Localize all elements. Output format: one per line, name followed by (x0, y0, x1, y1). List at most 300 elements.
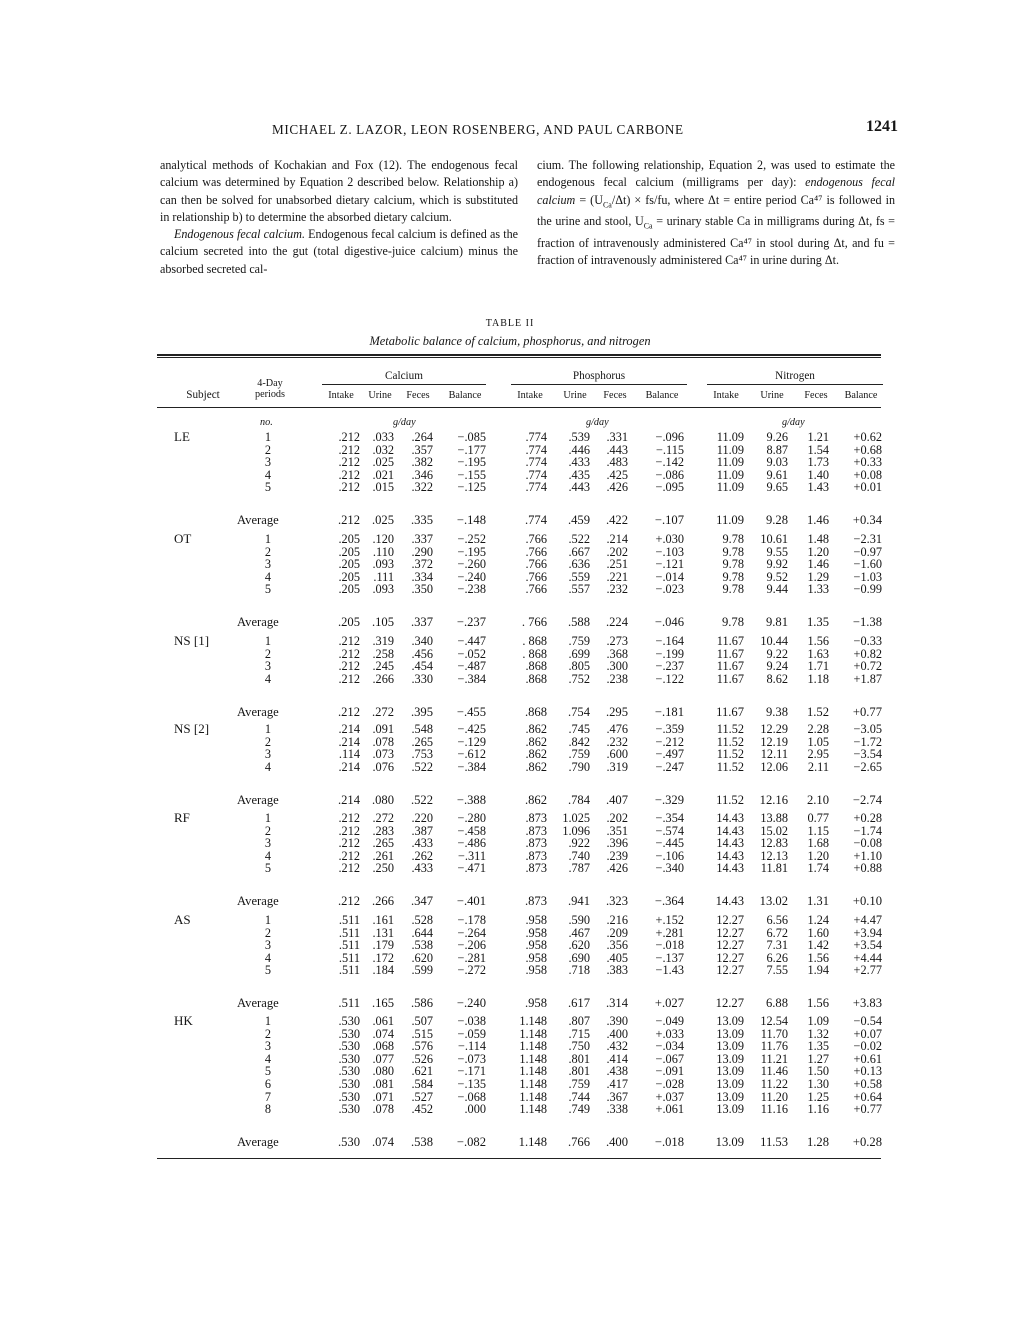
table-cell: .338 (606, 1102, 628, 1117)
table-cell: −.106 (655, 848, 684, 863)
table-cell: .340 (411, 634, 433, 648)
table-cell: .749 (568, 1102, 590, 1117)
equation-rhs: = (U (575, 192, 603, 207)
paragraph-methods: analytical methods of Kochakian and Fox (12). The endogenous fecal calcium was determined by Equation 2 described below. Relationship a) can then be solved for unabsorbed dietary calcium, which is substituted in relationship b) to determine the absorbed dietary calcium. (160, 158, 518, 224)
table-cell: 1.148 (519, 1026, 547, 1041)
table-cell: .205 (338, 557, 360, 572)
unit-calcium: g/day (393, 417, 416, 428)
table-cell: .745 (568, 722, 590, 736)
table-cell: 11.52 (716, 759, 744, 774)
table-cell: .443 (568, 480, 590, 495)
subject-label: AS (174, 912, 191, 927)
table-cell: 11.09 (716, 455, 744, 470)
table-cell: .740 (568, 848, 590, 863)
table-cell: 1.30 (807, 1077, 829, 1091)
table-cell: .862 (525, 759, 547, 774)
table-cell: 14.43 (716, 811, 744, 825)
table-cell: +4.44 (853, 950, 882, 965)
paragraph-endogenous (160, 226, 518, 278)
average-cell: .295 (605, 705, 628, 719)
table-cell: 1.148 (519, 1014, 547, 1028)
table-cell: −.354 (655, 811, 684, 825)
column-subheader: Balance (448, 390, 482, 401)
table-cell: .239 (606, 848, 628, 863)
average-cell: −.082 (456, 1135, 486, 1149)
table-cell: .205 (338, 569, 360, 584)
table-cell: −.260 (457, 557, 486, 572)
table-cell: .111 (373, 569, 394, 584)
table-cell: 12.27 (716, 913, 744, 927)
nitrogen-group-rule (707, 384, 883, 385)
table-cell: −.384 (457, 671, 486, 686)
average-cell: 1.56 (806, 996, 829, 1010)
average-cell: .212 (337, 705, 360, 719)
column-subheader: Balance (645, 390, 679, 401)
table-cell: .212 (338, 646, 360, 661)
table-cell: −.018 (655, 938, 684, 953)
table-cell: .599 (411, 963, 433, 978)
column-subheader: Intake (713, 390, 739, 401)
average-cell: .400 (605, 1135, 628, 1149)
unit-periods: no. (260, 417, 273, 428)
table-cell: 11.22 (760, 1077, 788, 1091)
table-cell: −.281 (457, 950, 486, 965)
table-cell: .507 (411, 1014, 433, 1028)
table-cell: 11.70 (760, 1026, 788, 1041)
table-cell: +1.10 (853, 848, 882, 863)
average-cell: .941 (567, 894, 590, 908)
subject-label: LE (174, 429, 190, 444)
table-cell: 1.25 (807, 1089, 829, 1104)
average-label: Average (237, 615, 279, 629)
table-top-rule-inner (157, 357, 881, 358)
table-cell: −.103 (655, 544, 684, 559)
table-cell: .330 (411, 671, 433, 686)
table-cell: .074 (372, 1026, 394, 1041)
table-cell: .511 (338, 963, 360, 978)
table-cell: .873 (525, 861, 547, 876)
header-periods-line1: 4-Day (257, 378, 283, 389)
page-number: 1241 (866, 118, 898, 135)
average-cell: .224 (605, 615, 628, 629)
table-cell: .750 (568, 1039, 590, 1054)
table-cell: .212 (338, 861, 360, 876)
table-cell: .272 (372, 811, 394, 825)
table-cell: .390 (606, 1014, 628, 1028)
average-cell: .272 (371, 705, 394, 719)
average-cell: +0.28 (852, 1135, 882, 1149)
table-cell: −.359 (655, 722, 684, 736)
table-cell: +0.07 (853, 1026, 882, 1041)
table-cell: .212 (338, 455, 360, 470)
average-cell: .784 (567, 793, 590, 807)
column-subheader: Urine (563, 390, 587, 401)
table-cell: −.049 (655, 1014, 684, 1028)
average-cell: 14.43 (715, 894, 744, 908)
table-cell: 12.19 (760, 734, 788, 749)
average-cell: .314 (605, 996, 628, 1010)
table-cell: 10.44 (760, 634, 788, 648)
table-cell: .527 (411, 1089, 433, 1104)
table-cell: 11.67 (716, 634, 744, 648)
table-cell: 14.43 (716, 861, 744, 876)
subject-label: NS [1] (174, 633, 210, 648)
table-cell: −1.74 (853, 823, 882, 838)
table-cell: −.311 (458, 848, 486, 863)
table-cell: −.497 (655, 747, 684, 762)
table-cell: .636 (568, 557, 590, 572)
table-cell: −.125 (457, 480, 486, 495)
table-cell: −.073 (457, 1051, 486, 1066)
table-cell: 1.16 (807, 1102, 829, 1117)
average-cell: .588 (567, 615, 590, 629)
table-cell: .621 (411, 1064, 433, 1079)
average-cell: .266 (371, 894, 394, 908)
table-cell: .433 (568, 455, 590, 470)
table-cell: −.195 (457, 455, 486, 470)
table-cell: 1.74 (807, 861, 829, 876)
table-cell: −.272 (457, 963, 486, 978)
paragraph-text: = urinary stable Ca in milligrams during Δt, fs = fraction of intravenously administered Ca⁴⁷ in stool during Δt, and fu = fraction of intravenously administered Ca⁴⁷ in urine during Δt. (537, 214, 895, 268)
body-left-column (160, 157, 518, 278)
table-cell: 13.09 (716, 1051, 744, 1066)
column-subheader: Urine (368, 390, 392, 401)
table-cell: 9.26 (766, 430, 788, 444)
table-cell: −2.65 (853, 759, 882, 774)
table-cell: +3.54 (853, 938, 882, 953)
average-cell: −.240 (456, 996, 486, 1010)
table-cell: .690 (568, 950, 590, 965)
table-cell: .801 (568, 1064, 590, 1079)
table-cell: +4.47 (853, 913, 882, 927)
table-cell: .862 (525, 734, 547, 749)
table-cell: .511 (338, 950, 360, 965)
table-cell: +2.77 (853, 963, 882, 978)
table-cell: .387 (411, 823, 433, 838)
table-cell: −.264 (457, 925, 486, 940)
table-cell: .265 (411, 734, 433, 749)
table-cell: 1.68 (807, 836, 829, 851)
table-cell: .522 (411, 759, 433, 774)
table-cell: .080 (372, 1064, 394, 1079)
table-cell: .068 (372, 1039, 394, 1054)
table-cell: −.240 (457, 569, 486, 584)
average-cell: 12.16 (759, 793, 788, 807)
table-cell: .774 (525, 430, 547, 444)
table-cell: −.028 (655, 1077, 684, 1091)
table-cell: +.033 (655, 1026, 684, 1041)
table-cell: .264 (411, 430, 433, 444)
average-cell: −.181 (654, 705, 684, 719)
average-cell: .868 (524, 705, 547, 719)
average-cell: .214 (337, 793, 360, 807)
table-cell: 12.29 (760, 722, 788, 736)
average-cell: 13.02 (759, 894, 788, 908)
section-heading: Endogenous fecal calcium. (174, 227, 305, 242)
average-cell: −.107 (654, 513, 684, 527)
average-cell: .530 (337, 1135, 360, 1149)
period-number: 8 (264, 1102, 271, 1117)
average-label: Average (237, 894, 279, 908)
table-cell: .433 (411, 861, 433, 876)
table-cell: +1.87 (853, 671, 882, 686)
average-cell: .511 (338, 996, 360, 1010)
header-periods-line2: periods (255, 389, 285, 400)
table-cell: 1.73 (807, 455, 829, 470)
period-number: 2 (264, 823, 271, 838)
table-cell: 1.50 (807, 1064, 829, 1079)
table-cell: −.458 (457, 823, 486, 838)
table-cell: 13.09 (716, 1014, 744, 1028)
header-calcium: Calcium (385, 370, 423, 382)
period-number: 6 (264, 1077, 271, 1091)
table-cell: 10.61 (760, 532, 788, 546)
table-cell: +0.62 (853, 430, 882, 444)
table-cell: .528 (411, 913, 433, 927)
table-cell: +0.64 (853, 1089, 882, 1104)
table-cell: .350 (411, 582, 433, 597)
table-cell: .212 (338, 442, 360, 457)
table-cell: 1.56 (807, 634, 829, 648)
period-number: 1 (264, 634, 271, 648)
table-cell: +0.08 (853, 467, 882, 482)
period-number: 4 (264, 1051, 271, 1066)
table-cell: 1.148 (519, 1102, 547, 1117)
table-cell: 13.88 (760, 811, 788, 825)
table-cell: 12.27 (716, 963, 744, 978)
average-cell: −.018 (654, 1135, 684, 1149)
average-cell: .323 (605, 894, 628, 908)
period-number: 1 (264, 913, 271, 927)
table-cell: .752 (568, 671, 590, 686)
table-cell: −.195 (457, 544, 486, 559)
average-cell: 1.28 (806, 1135, 829, 1149)
table-cell: 1.60 (807, 925, 829, 940)
table-cell: .232 (606, 582, 628, 597)
table-cell: .368 (606, 646, 628, 661)
table-cell: −2.31 (853, 532, 882, 546)
running-head: MICHAEL Z. LAZOR, LEON ROSENBERG, AND PAUL CARBONE (272, 122, 684, 137)
period-number: 2 (264, 1026, 271, 1041)
table-cell: 1.48 (807, 532, 829, 546)
table-cell: 1.71 (807, 659, 829, 674)
period-number: 2 (264, 442, 271, 457)
table-cell: −.178 (457, 913, 486, 927)
table-cell: .120 (372, 532, 394, 546)
table-cell: 12.13 (760, 848, 788, 863)
table-cell: 1.32 (807, 1026, 829, 1041)
period-number: 2 (264, 734, 271, 749)
table-cell: −.014 (655, 569, 684, 584)
table-cell: .414 (606, 1051, 628, 1066)
table-cell: .220 (411, 811, 433, 825)
table-cell: .417 (606, 1077, 628, 1091)
table-cell: −1.72 (853, 734, 882, 749)
table-cell: 1.148 (519, 1051, 547, 1066)
table-cell: .774 (525, 455, 547, 470)
average-cell: .074 (371, 1135, 394, 1149)
average-cell: −.237 (456, 615, 486, 629)
column-subheader: Feces (804, 390, 828, 401)
table-cell: 11.09 (716, 467, 744, 482)
average-cell: +3.83 (852, 996, 882, 1010)
table-cell: 11.20 (760, 1089, 788, 1104)
table-cell: 12.27 (716, 925, 744, 940)
table-cell: .958 (525, 950, 547, 965)
table-cell: 9.22 (766, 646, 788, 661)
average-cell: 13.09 (715, 1135, 744, 1149)
table-cell: 9.44 (766, 582, 788, 597)
table-cell: 11.67 (716, 659, 744, 674)
table-cell: .766 (525, 582, 547, 597)
table-cell: .530 (338, 1064, 360, 1079)
table-cell: .438 (606, 1064, 628, 1079)
table-cell: 12.11 (760, 747, 788, 762)
table-cell: 9.92 (766, 557, 788, 572)
table-cell: 1.025 (562, 811, 590, 825)
average-cell: −.455 (456, 705, 486, 719)
table-cell: .367 (606, 1089, 628, 1104)
table-cell: .078 (372, 734, 394, 749)
average-cell: 1.148 (518, 1135, 547, 1149)
table-cell: 9.78 (722, 582, 744, 597)
table-cell: .530 (338, 1014, 360, 1028)
table-cell: .787 (568, 861, 590, 876)
equation-lhs: endogenous fecal calcium (537, 175, 896, 207)
table-cell: .091 (372, 722, 394, 736)
table-cell: .131 (372, 925, 394, 940)
table-cell: 1.148 (519, 1077, 547, 1091)
period-number: 4 (264, 848, 271, 863)
table-cell: .530 (338, 1026, 360, 1041)
table-cell: .205 (338, 532, 360, 546)
table-cell: .214 (606, 532, 628, 546)
period-number: 3 (264, 836, 271, 851)
table-cell: .522 (568, 532, 590, 546)
table-cell: .873 (525, 823, 547, 838)
table-cell: . 868 (522, 634, 547, 648)
average-cell: 1.46 (806, 513, 829, 527)
table-cell: −.095 (655, 480, 684, 495)
table-cell: −.129 (457, 734, 486, 749)
table-cell: −.487 (457, 659, 486, 674)
table-cell: .319 (606, 759, 628, 774)
table-cell: .261 (372, 848, 394, 863)
table-cell: 9.55 (766, 544, 788, 559)
table-cell: .483 (606, 455, 628, 470)
average-cell: 11.52 (716, 793, 744, 807)
table-cell: .759 (568, 1077, 590, 1091)
table-cell: .476 (606, 722, 628, 736)
table-cell: 1.15 (807, 823, 829, 838)
table-cell: .346 (411, 467, 433, 482)
table-cell: .382 (411, 455, 433, 470)
table-cell: .600 (606, 747, 628, 762)
table-cell: .238 (606, 671, 628, 686)
table-cell: .061 (372, 1014, 394, 1028)
table-cell: +0.88 (853, 861, 882, 876)
period-number: 3 (264, 747, 271, 762)
period-number: 5 (264, 582, 271, 597)
table-cell: .539 (568, 430, 590, 444)
table-cell: 11.76 (760, 1039, 788, 1054)
period-number: 2 (264, 925, 271, 940)
table-cell: −0.99 (853, 582, 882, 597)
table-cell: 1.33 (807, 582, 829, 597)
table-cell: −.238 (457, 582, 486, 597)
table-cell: .759 (568, 634, 590, 648)
table-cell: −.137 (655, 950, 684, 965)
table-cell: .214 (338, 734, 360, 749)
period-number: 2 (264, 544, 271, 559)
table-cell: −.142 (655, 455, 684, 470)
table-cell: .372 (411, 557, 433, 572)
average-cell: −.364 (654, 894, 684, 908)
table-cell: .033 (372, 430, 394, 444)
average-cell: 6.88 (765, 996, 788, 1010)
table-cell: −.247 (655, 759, 684, 774)
table-cell: .584 (411, 1077, 433, 1091)
table-cell: .530 (338, 1039, 360, 1054)
period-number: 3 (264, 1039, 271, 1054)
table-cell: +0.68 (853, 442, 882, 457)
table-cell: .435 (568, 467, 590, 482)
average-cell: .522 (410, 793, 433, 807)
average-cell: 9.78 (721, 615, 744, 629)
subject-label: HK (174, 1013, 193, 1028)
table-cell: .774 (525, 442, 547, 457)
table-top-rule (157, 354, 881, 356)
table-cell: .071 (372, 1089, 394, 1104)
table-cell: 11.67 (716, 671, 744, 686)
table-cell: 1.46 (807, 557, 829, 572)
table-cell: −.612 (457, 747, 486, 762)
table-cell: −.252 (457, 532, 486, 546)
average-cell: .337 (410, 615, 433, 629)
average-cell: 1.52 (806, 705, 829, 719)
table-cell: .322 (411, 480, 433, 495)
period-number: 4 (264, 467, 271, 482)
table-cell: −.059 (457, 1026, 486, 1041)
average-cell: .958 (524, 996, 547, 1010)
table-cell: .357 (411, 442, 433, 457)
average-cell: +.027 (654, 996, 684, 1010)
table-cell: .214 (338, 759, 360, 774)
table-cell: 12.27 (716, 950, 744, 965)
column-subheader: Feces (406, 390, 430, 401)
average-cell: .105 (371, 615, 394, 629)
average-cell: .538 (410, 1135, 433, 1149)
average-cell: .395 (410, 705, 433, 719)
table-cell: 12.54 (760, 1014, 788, 1028)
table-cell: 11.52 (716, 747, 744, 762)
table-cell: 2.11 (807, 759, 829, 774)
header-subject: Subject (186, 389, 220, 401)
table-cell: .021 (372, 467, 394, 482)
table-cell: .590 (568, 913, 590, 927)
table-cell: −.034 (655, 1039, 684, 1054)
table-cell: 1.05 (807, 734, 829, 749)
table-cell: −.114 (458, 1039, 486, 1054)
table-cell: .452 (411, 1102, 433, 1117)
table-cell: +0.77 (853, 1102, 882, 1117)
table-cell: .774 (525, 467, 547, 482)
table-cell: .426 (606, 480, 628, 495)
table-cell: 0.77 (807, 811, 829, 825)
table-cell: 14.43 (716, 836, 744, 851)
table-cell: .862 (525, 747, 547, 762)
table-header-rule (157, 407, 881, 408)
